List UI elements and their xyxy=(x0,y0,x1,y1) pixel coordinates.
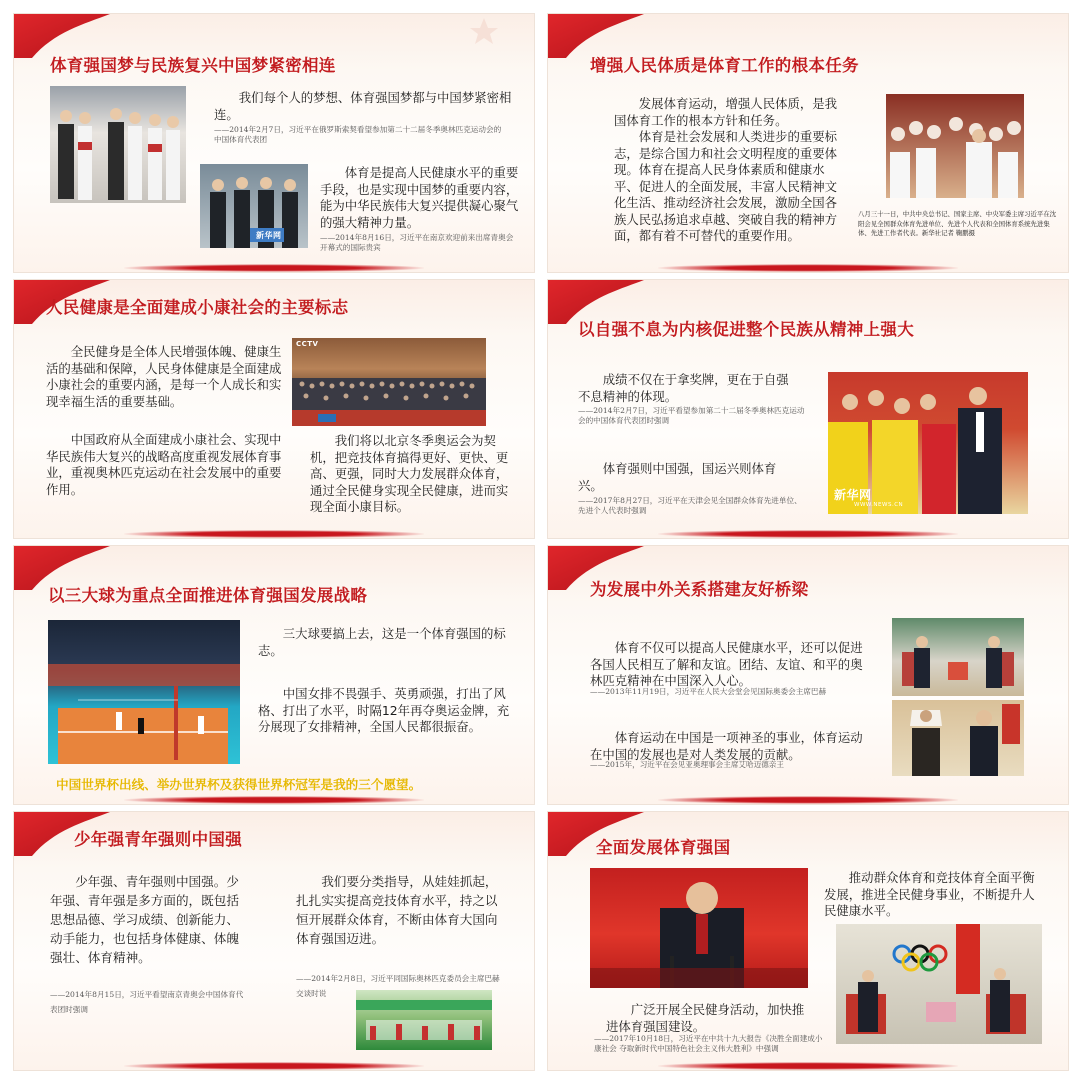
quote-1: 推动群众体育和竞技体育全面平衡发展，推进全民健身事业，不断提升人民健康水平。 xyxy=(824,870,1035,918)
slide-8 xyxy=(547,811,1069,1071)
highlight-quote: 中国世界杯出线、举办世界杯及获得世界杯冠军是我的三个愿望。 xyxy=(56,777,422,792)
quote-1: 全民健身是全体人民增强体魄、健康生活的基础和保障，人民身体健康是全面建成小康社会的重要内涵，是每一个人成长和实现幸福生活的重要基础。 xyxy=(46,344,282,409)
quote-1: 发展体育运动，增强人民体质，是我国体育工作的根本方针和任务。 xyxy=(614,96,838,128)
slide-2 xyxy=(547,13,1069,273)
quote-1-source: ——2014年8月15日，习近平看望南京青奥会中国体育代表团时强调 xyxy=(50,990,244,1014)
quote-1-source: ——2014年2月7日，习近平看望参加第二十二届冬季奥林匹克运动会的中国体育代表团时强调 xyxy=(578,406,805,425)
cctv-logo: CCTV xyxy=(296,340,319,348)
slide-title: 为发展中外关系搭建友好桥梁 xyxy=(590,580,809,599)
xinhua-logo: 新华网 xyxy=(834,488,872,502)
quote-1: 成绩不仅在于拿奖牌，更在于自强不息精神的体现。 xyxy=(578,372,789,404)
slide-title: 全面发展体育强国 xyxy=(596,838,731,857)
slide-title: 体育强国梦与民族复兴中国梦紧密相连 xyxy=(50,56,336,75)
slide-title: 以三大球为重点全面推进体育强国发展战略 xyxy=(48,586,368,605)
slide-title: 少年强青年强则中国强 xyxy=(74,830,242,849)
quote-2: 中国女排不畏强手、英勇顽强，打出了风格、打出了水平，时隔12年再夺奥运金牌，充分展现了女排精神，全国人民都很振奋。 xyxy=(258,686,510,734)
photo-meeting-crowd xyxy=(886,94,1024,198)
slide-title: 人民健康是全面建成小康社会的主要标志 xyxy=(46,298,349,317)
photo-reception xyxy=(200,164,308,248)
slide-5 xyxy=(13,545,535,805)
quote-2: 我们要分类指导，从娃娃抓起，扎扎实实提高竞技体育水平，持之以恒开展群众体育，不断由体育大国向体育强国迈进。 xyxy=(296,874,498,946)
photo-meeting-bach xyxy=(892,618,1024,696)
quote-1-source: ——2013年11月19日，习近平在人民大会堂会见国际奥委会主席巴赫 xyxy=(590,687,827,696)
quote-1: 我们每个人的梦想、体育强国梦都与中国梦紧密相连。 xyxy=(214,90,512,122)
red-swoosh xyxy=(124,1062,424,1070)
quote-2-source: ——2017年10月18日，习近平在中共十九大报告《决胜全面建成小康社会 夺取新时代中国特色社会主义伟大胜利》中强调 xyxy=(594,1034,823,1053)
slide-7 xyxy=(13,811,535,1071)
slide-1 xyxy=(13,13,535,273)
quote-2-source: ——2014年2月8日，习近平同国际奥林匹克委员会主席巴赫交谈时说 xyxy=(296,974,500,998)
quote-2: 体育运动在中国是一项神圣的事业，体育运动在中国的发展也是对人类发展的贡献。 xyxy=(590,730,863,762)
quote-2: 中国政府从全面建成小康社会、实现中华民族伟大复兴的战略高度重视发展体育事业，重视奥林匹克运动在社会发展中的重要作用。 xyxy=(46,432,282,497)
photo-athletes xyxy=(50,86,186,203)
red-swoosh xyxy=(658,530,958,538)
quote-3: 我们将以北京冬季奥运会为契机，把竞技体育搞得更好、更快、更高、更强，同时大力发展群众体育，通过全民健身实现全民健康，进而实现全面小康目标。 xyxy=(310,433,509,514)
quote-2: 体育是社会发展和人类进步的重要标志，是综合国力和社会文明程度的重要体现。体育在提高人民身体素质和健康水平、促进人的全面发展，丰富人民精神文化生活、推动经济社会发展，激励全国各族人民弘扬追求卓越、突破自我的精神方面，都有着不可替代的重要作用。 xyxy=(614,129,838,243)
xinhua-logo: 新华网 xyxy=(256,231,282,240)
photo-ioc-meeting xyxy=(836,924,1042,1044)
quote-2: 体育强则中国强，国运兴则体育兴。 xyxy=(578,461,777,493)
quote-2: 体育是提高人民健康水平的重要手段，也是实现中国梦的重要内容，能为中华民族伟大复兴提供凝心聚气的强大精神力量。 xyxy=(320,165,519,230)
red-swoosh xyxy=(124,530,424,538)
quote-2-source: ——2017年8月27日，习近平在天津会见全国群众体育先进单位、先进个人代表时强调 xyxy=(578,496,802,515)
quote-1: 少年强、青年强则中国强。少年强、青年强是多方面的，既包括思想品德、学习成绩、创新能力、动手能力，也包括身体健康、体魄强壮、体育精神。 xyxy=(50,874,239,965)
photo-group-audience xyxy=(292,338,486,426)
photo-volleyball-match xyxy=(48,620,240,764)
quote-1-source: ——2014年2月7日，习近平在俄罗斯索契看望参加第二十二届冬季奥林匹克运动会的中国体育代表团 xyxy=(214,125,502,144)
red-swoosh xyxy=(658,796,958,804)
photo-congress-speech xyxy=(590,868,808,988)
photo-handshake-ahmad xyxy=(892,700,1024,776)
quote-2-source: ——2014年8月16日，习近平在南京欢迎前来出席青奥会开幕式的国际贵宾 xyxy=(320,233,514,252)
stars-decoration xyxy=(364,14,534,54)
quote-1: 体育不仅可以提高人民健康水平，还可以促进各国人民相互了解和友谊。团结、友谊、和平的奥林匹克精神在中国深入人心。 xyxy=(590,640,863,688)
slide-title: 以自强不息为内核促进整个民族从精神上强大 xyxy=(578,320,914,339)
slide-6 xyxy=(547,545,1069,805)
slide-4 xyxy=(547,279,1069,539)
red-swoosh xyxy=(658,1062,958,1070)
quote-2: 广泛开展全民健身活动，加快推进体育强国建设。 xyxy=(606,1002,805,1034)
quote-1: 三大球要搞上去，这是一个体育强国的标志。 xyxy=(258,626,506,658)
red-swoosh xyxy=(124,264,424,272)
red-swoosh xyxy=(124,796,424,804)
red-swoosh xyxy=(658,264,958,272)
photo-athletes-handshake xyxy=(828,372,1028,514)
slide-3 xyxy=(13,279,535,539)
photo-caption: 八月三十一日，中共中央总书记、国家主席、中央军委主席习近平在沈阳会见全国群众体育先进单位、先进个人代表和全国体育系统先进集体、先进工作者代表。新华社记者 鞠鹏摄 xyxy=(858,210,1057,237)
xinhua-url: WWW.NEWS.CN xyxy=(854,502,904,508)
photo-youth-sports xyxy=(356,990,492,1050)
slide-title: 增强人民体质是体育工作的根本任务 xyxy=(590,56,859,75)
quote-2-source: ——2015年，习近平在会见亚奥理事会主席艾哈迈德亲王 xyxy=(590,760,784,769)
